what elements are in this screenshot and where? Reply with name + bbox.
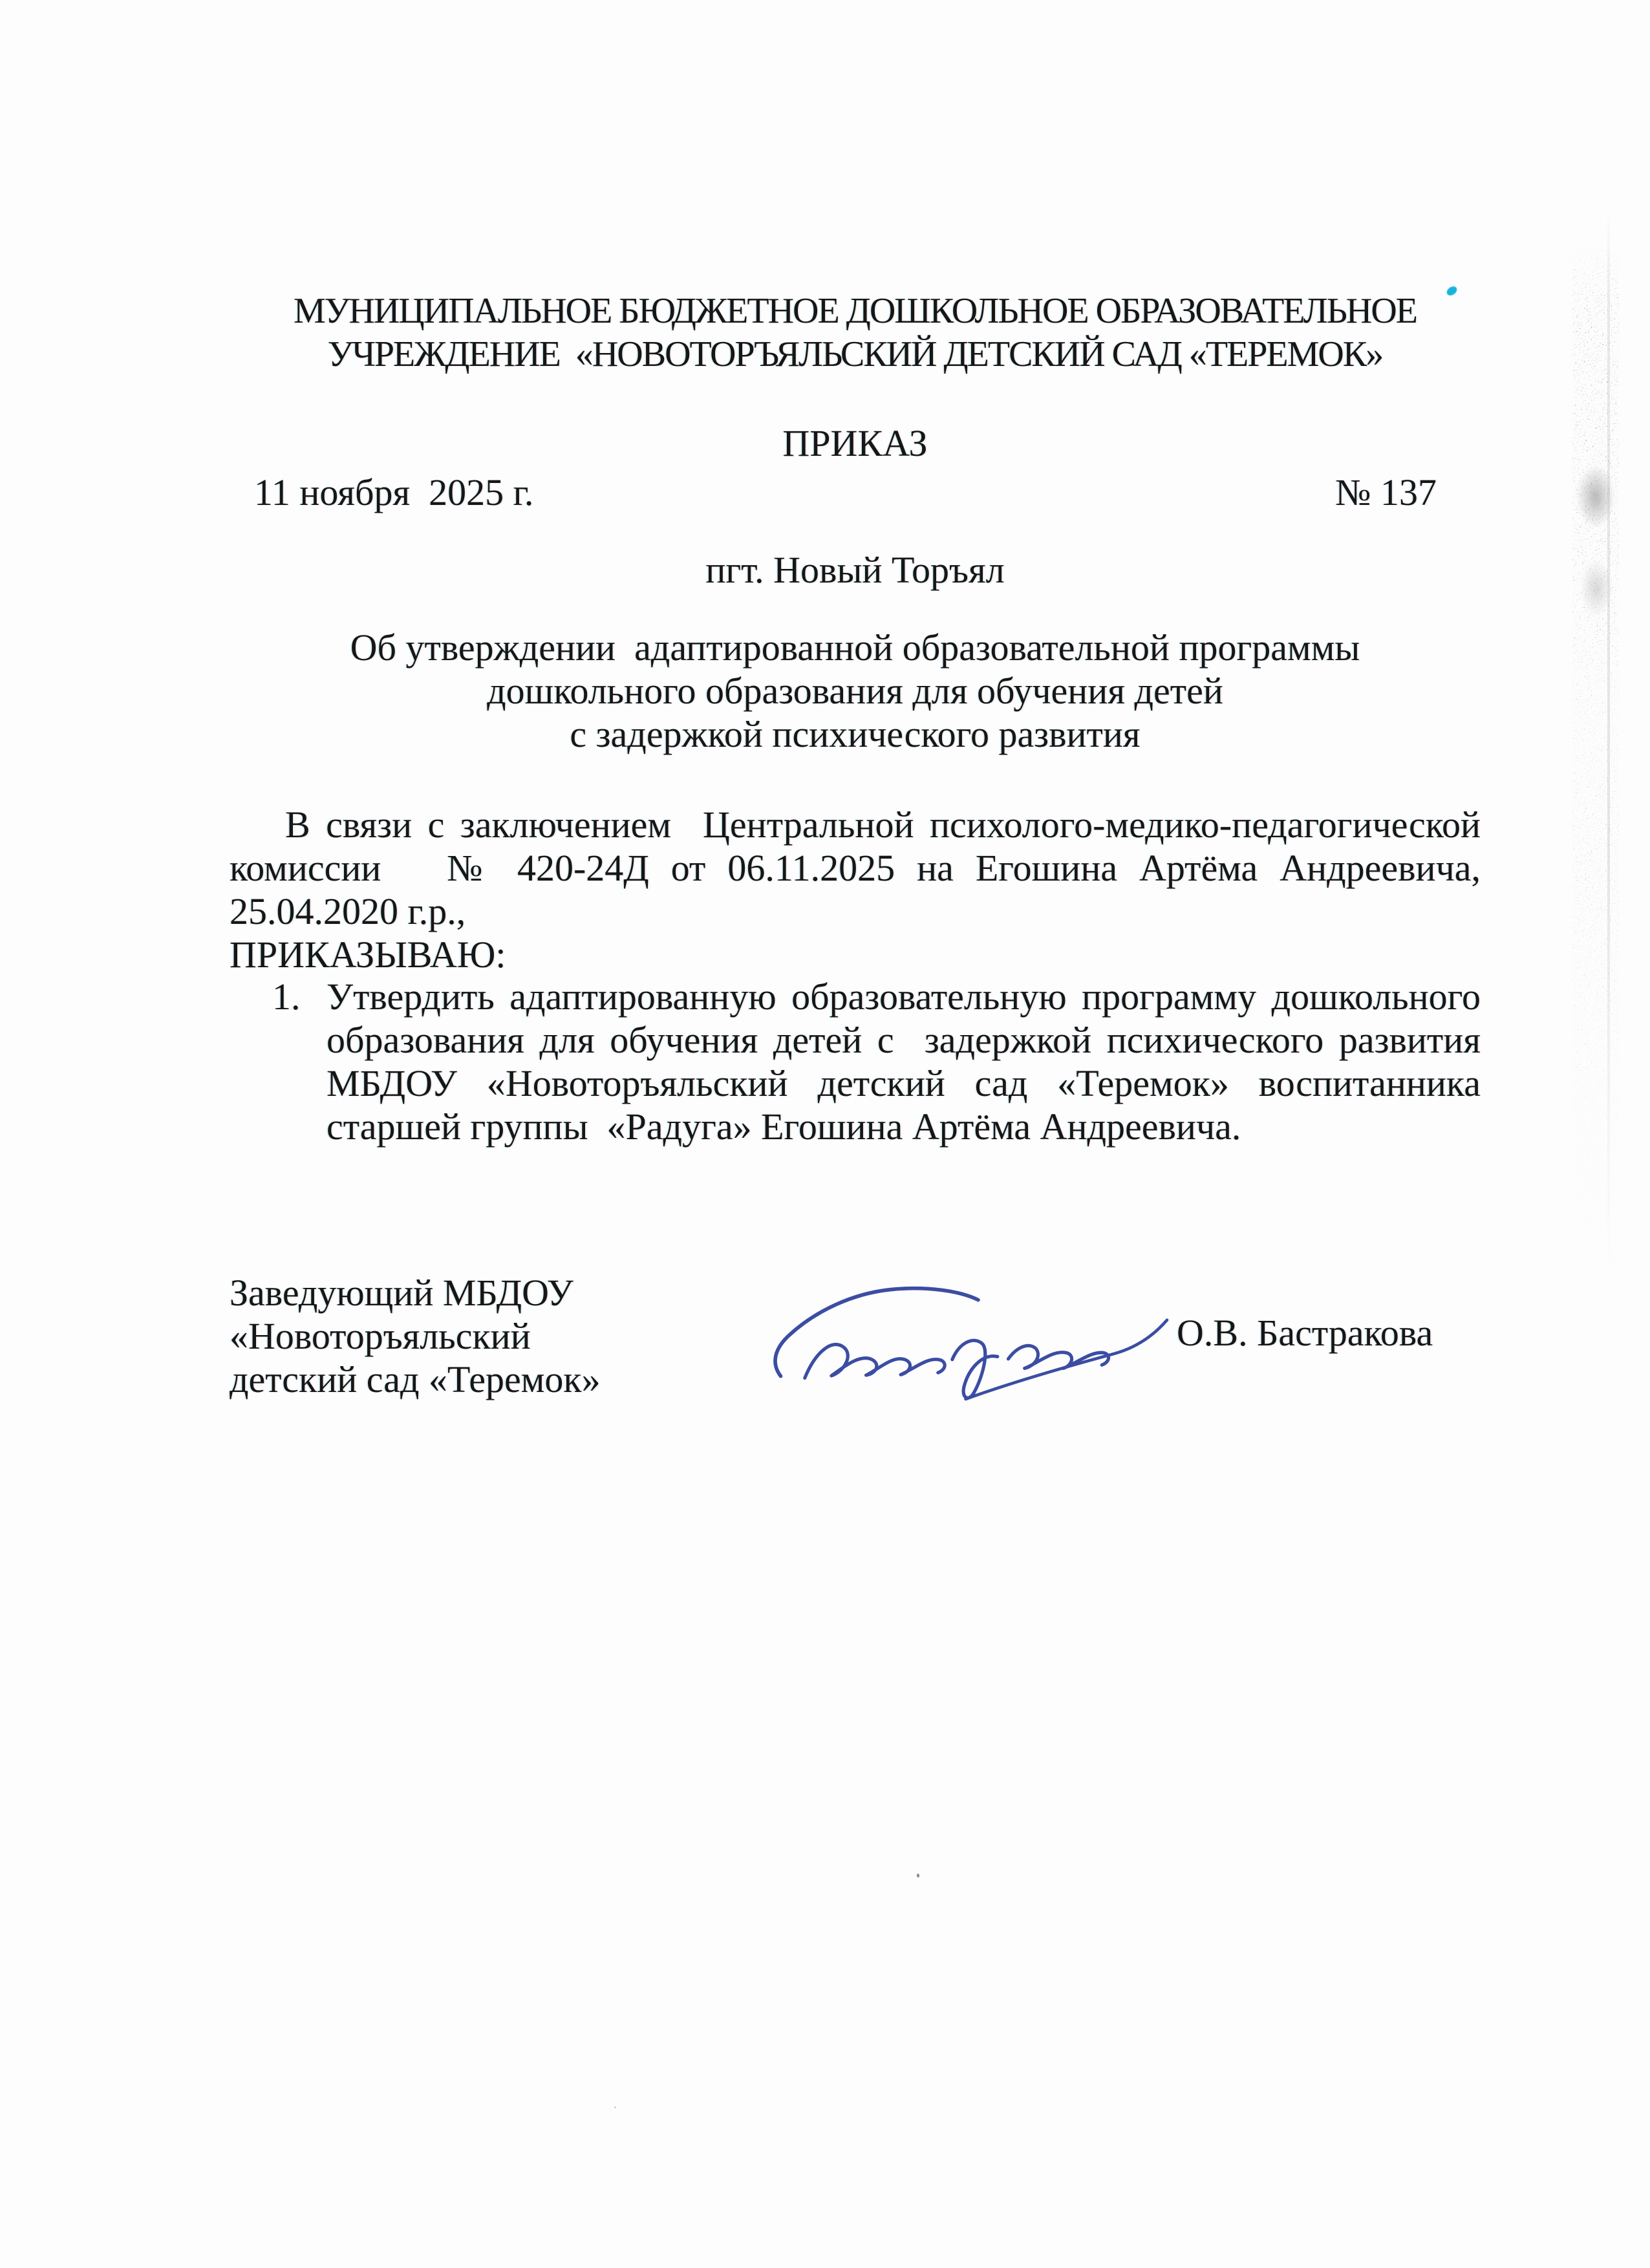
order-item-1-line-3: МБДОУ «Новоторъяльский детский сад «Теремок» воспитанника bbox=[327, 1062, 1481, 1104]
order-title-line-3: с задержкой психического развития bbox=[570, 713, 1141, 755]
handwritten-signature-ink bbox=[758, 1269, 1189, 1420]
document-type-heading: ПРИКАЗ bbox=[782, 422, 928, 464]
preamble-line-2: комиссии № 420-24Д от 06.11.2025 на Егошина Артёма Андреевича, bbox=[230, 847, 1481, 889]
order-item-1-line-1: Утвердить адаптированную образовательную программу дошкольного bbox=[327, 976, 1481, 1018]
order-items bbox=[230, 975, 1481, 1148]
signatory-position-line-2: детский сад «Теремок» bbox=[230, 1358, 601, 1400]
order-item-1 bbox=[230, 975, 1481, 1148]
order-title-line-1: Об утверждении адаптированной образовательной программы bbox=[350, 626, 1360, 669]
order-item-1-line-2: образования для обучения детей с задержкой психического развития bbox=[327, 1019, 1481, 1061]
signature-stroke-loops bbox=[804, 1341, 945, 1378]
place-line: пгт. Новый Торъял bbox=[705, 549, 1005, 591]
signatory-position bbox=[230, 1271, 760, 1401]
signatory-position-line-1: Заведующий МБДОУ «Новоторъяльский bbox=[230, 1272, 573, 1357]
order-item-1-marker: 1. bbox=[272, 976, 301, 1018]
preamble-line-1: В связи с заключением Центральной психолого-медико-педагогической bbox=[285, 804, 1481, 846]
preamble-line-3: 25.04.2020 г.р., bbox=[230, 890, 466, 932]
signatory-name: О.В. Бастракова bbox=[1177, 1312, 1433, 1354]
order-item-1-text bbox=[230, 975, 1481, 1148]
scanner-edge-line bbox=[1607, 207, 1610, 1274]
org-name-line-2: УЧРЕЖДЕНИЕ «НОВОТОРЪЯЛЬСКИЙ ДЕТСКИЙ САД «ТЕРЕМОК» bbox=[327, 334, 1383, 374]
date-number-row bbox=[230, 471, 1481, 514]
dust-speck bbox=[614, 2106, 616, 2108]
dust-speck bbox=[917, 1874, 919, 1878]
document-date: 11 ноября 2025 г. bbox=[254, 471, 534, 513]
order-item-1-line-4: старшей группы «Радуга» Егошина Артёма Андреевича. bbox=[327, 1106, 1241, 1148]
signature-block bbox=[230, 1271, 1481, 1439]
order-title bbox=[230, 626, 1481, 756]
signature-stroke-tail bbox=[963, 1320, 1170, 1399]
document-number: № 137 bbox=[1335, 471, 1437, 513]
org-name-header bbox=[230, 290, 1481, 376]
order-title-line-2: дошкольного образования для обучения детей bbox=[487, 670, 1223, 712]
signature-stroke-ending bbox=[1008, 1343, 1109, 1370]
org-name-line-1: МУНИЦИПАЛЬНОЕ БЮДЖЕТНОЕ ДОШКОЛЬНОЕ ОБРАЗОВАТЕЛЬНОЕ bbox=[293, 291, 1417, 331]
scan-noise-strip bbox=[1572, 239, 1619, 1287]
resolution-word: ПРИКАЗЫВАЮ: bbox=[230, 934, 506, 976]
scan-noise-rect bbox=[1572, 239, 1619, 1287]
preamble-paragraph bbox=[230, 803, 1481, 933]
